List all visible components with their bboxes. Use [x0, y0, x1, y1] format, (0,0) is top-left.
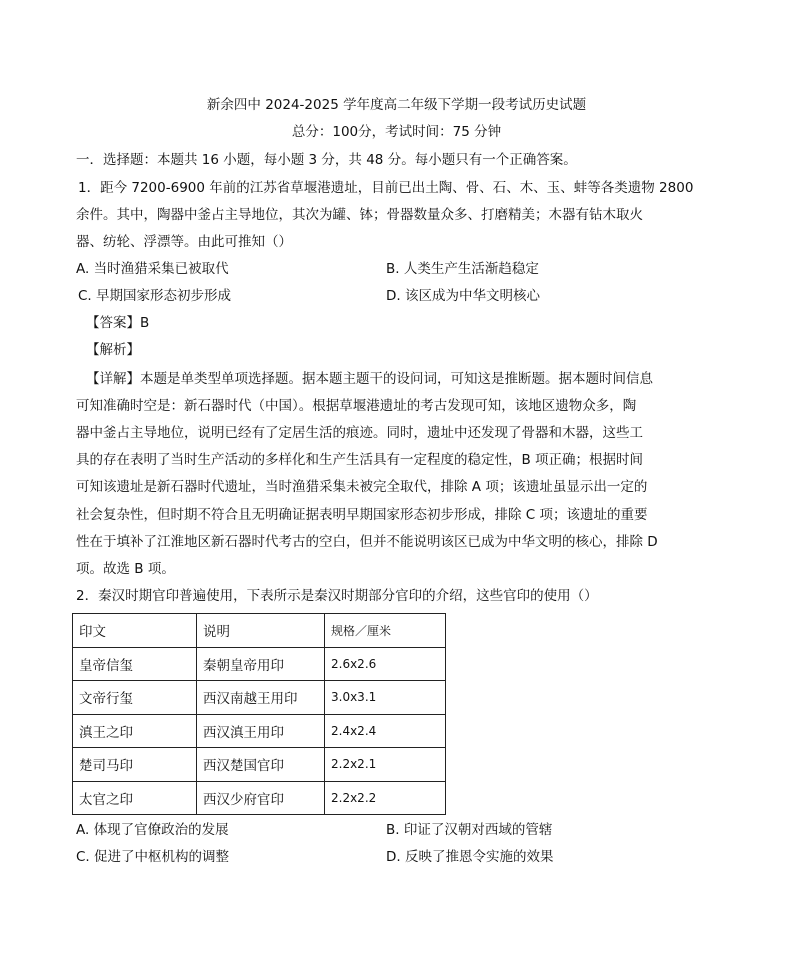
- q2-option-a: A. 体现了官僚政治的发展: [76, 822, 229, 838]
- table-row: [73, 681, 446, 715]
- table-cell-description: 西汉滇王用印: [197, 714, 325, 748]
- q1-detail-line: 【详解】本题是单类型单项选择题。据本题主题干的设问词，可知这是推断题。据本题时间信息: [86, 371, 653, 387]
- table-header-cell: 印文: [73, 614, 197, 648]
- q2-option-b: B. 印证了汉朝对西域的管辖: [386, 822, 553, 838]
- table-header-cell: 说明: [197, 614, 325, 648]
- table-cell-size: 2.4x2.4: [325, 714, 446, 748]
- table-cell-seal-text: 楚司马印: [73, 748, 197, 782]
- table-cell-description: 西汉少府官印: [197, 781, 325, 815]
- table-cell-seal-text: 太官之印: [73, 781, 197, 815]
- q2-stem: 2．秦汉时期官印普遍使用，下表所示是秦汉时期部分官印的介绍，这些官印的使用（）: [76, 588, 598, 604]
- table-row: [73, 647, 446, 681]
- table-row: [73, 781, 446, 815]
- table-row: [73, 714, 446, 748]
- exam-subtitle: 总分：100分，考试时间：75 分钟: [291, 124, 502, 140]
- seal-table: [72, 613, 446, 815]
- q1-answer: 【答案】B: [86, 315, 150, 331]
- q1-detail-line: 性在于填补了江淮地区新石器时代考古的空白，但并不能说明该区已成为中华文明的核心，排除 D: [76, 534, 658, 550]
- table-cell-size: 2.2x2.2: [325, 781, 446, 815]
- q1-detail-line: 可知该遗址是新石器时代遗址，当时渔猎采集未被完全取代，排除 A 项；该遗址虽显示出一定的: [76, 479, 648, 495]
- q1-stem-line: 1．距今 7200-6900 年前的江苏省草堰港遗址，目前已出土陶、骨、石、木、玉、蚌等各类遗物 2800: [78, 180, 694, 196]
- q1-option-a: A. 当时渔猎采集已被取代: [76, 261, 229, 277]
- table-header-cell: 规格／厘米: [325, 614, 446, 648]
- table-cell-size: 3.0x3.1: [325, 681, 446, 715]
- table-cell-description: 西汉楚国官印: [197, 748, 325, 782]
- q1-detail-line: 可知准确时空是：新石器时代（中国）。根据草堰港遗址的考古发现可知，该地区遗物众多，陶: [76, 398, 637, 414]
- q1-stem-line: 余件。其中，陶器中釜占主导地位，其次为罐、钵；骨器数量众多、打磨精美；木器有钻木取火: [76, 207, 643, 223]
- q1-detail-line: 器中釜占主导地位，说明已经有了定居生活的痕迹。同时，遗址中还发现了骨器和木器，这些工: [76, 425, 643, 441]
- exam-title: 新余四中 2024-2025 学年度高二年级下学期一段考试历史试题: [206, 97, 587, 113]
- table-row: [73, 748, 446, 782]
- q1-option-c: C. 早期国家形态初步形成: [78, 288, 232, 304]
- q2-option-d: D. 反映了推恩令实施的效果: [386, 849, 554, 865]
- table-cell-seal-text: 文帝行玺: [73, 681, 197, 715]
- q2-option-c: C. 促进了中枢机构的调整: [76, 849, 230, 865]
- table-cell-seal-text: 滇王之印: [73, 714, 197, 748]
- table-cell-description: 秦朝皇帝用印: [197, 647, 325, 681]
- table-cell-description: 西汉南越王用印: [197, 681, 325, 715]
- table-cell-seal-text: 皇帝信玺: [73, 647, 197, 681]
- q1-detail-line: 项。故选 B 项。: [76, 561, 175, 577]
- q1-option-d: D. 该区成为中华文明核心: [386, 288, 540, 304]
- q1-stem-line: 器、纺轮、浮漂等。由此可推知（）: [76, 234, 292, 250]
- table-header-row: [73, 614, 446, 648]
- table-cell-size: 2.2x2.1: [325, 748, 446, 782]
- table-cell-size: 2.6x2.6: [325, 647, 446, 681]
- q1-detail-line: 社会复杂性，但时期不符合且无明确证据表明早期国家形态初步形成，排除 C 项；该遗址的重要: [76, 507, 648, 523]
- section-heading: 一．选择题：本题共 16 小题，每小题 3 分，共 48 分。每小题只有一个正确答案。: [76, 152, 577, 168]
- q1-option-b: B. 人类生产生活渐趋稳定: [386, 261, 539, 277]
- q1-detail-line: 具的存在表明了当时生产活动的多样化和生产生活具有一定程度的稳定性，B 项正确；根据时间: [76, 452, 644, 468]
- q1-analysis-label: 【解析】: [86, 342, 140, 358]
